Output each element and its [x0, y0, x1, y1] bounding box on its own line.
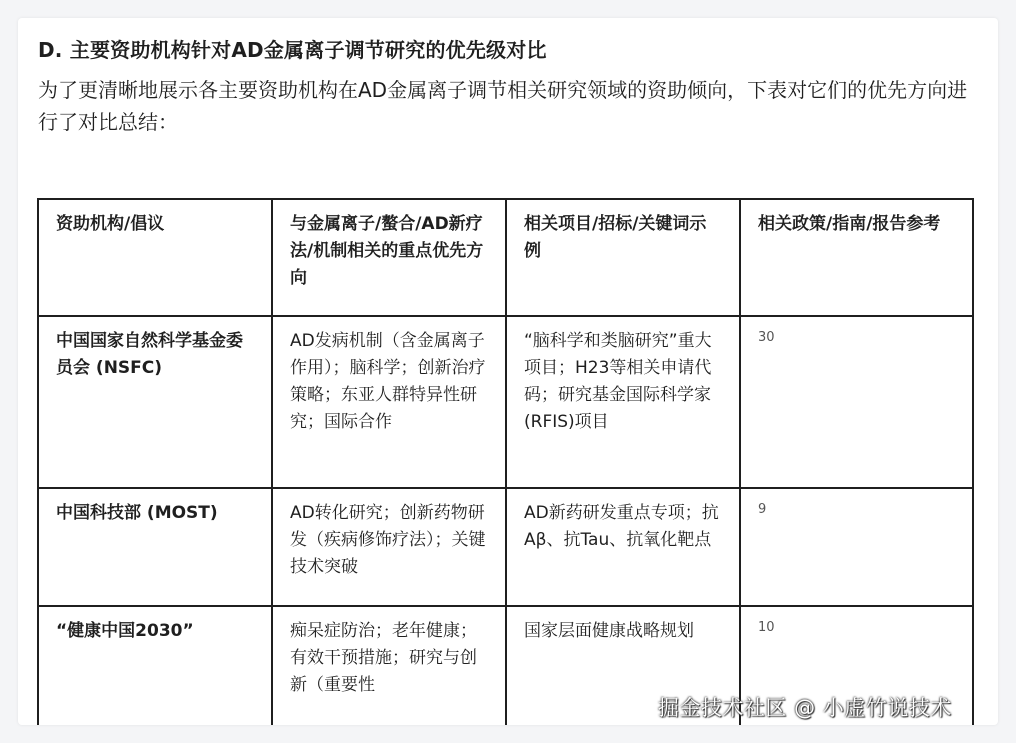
- table-row: [38, 316, 973, 488]
- comparison-table: [37, 198, 974, 725]
- intro-paragraph: 为了更清晰地展示各主要资助机构在AD金属离子调节相关研究领域的资助倾向，下表对它们的优先方向进行了对比总结：: [38, 78, 968, 134]
- header-cell-org: 资助机构/倡议: [38, 199, 272, 316]
- table-row: [38, 488, 973, 606]
- cell-ref[interactable]: 9: [740, 488, 973, 606]
- cell-examples: 国家层面健康战略规划: [506, 606, 740, 725]
- cell-examples: “脑科学和类脑研究”重大项目；H23等相关申请代码；研究基金国际科学家(RFIS)项目: [506, 316, 740, 488]
- table-header-row: [38, 199, 973, 316]
- header-cell-examples: 相关项目/招标/关键词示例: [506, 199, 740, 316]
- cell-priority: 痴呆症防治；老年健康；有效干预措施；研究与创新（重要性: [272, 606, 506, 725]
- cell-ref[interactable]: 10: [740, 606, 973, 725]
- section-heading: D. 主要资助机构针对AD金属离子调节研究的优先级对比: [38, 38, 547, 62]
- content-card: [18, 18, 998, 725]
- watermark: 掘金技术社区 @ 小虚竹说技术: [658, 696, 952, 720]
- cell-priority: AD发病机制（含金属离子作用）；脑科学；创新治疗策略；东亚人群特异性研究；国际合作: [272, 316, 506, 488]
- cell-org: 中国国家自然科学基金委员会 (NSFC): [38, 316, 272, 488]
- cell-org: 中国科技部 (MOST): [38, 488, 272, 606]
- cell-ref[interactable]: 30: [740, 316, 973, 488]
- header-cell-ref: 相关政策/指南/报告参考: [740, 199, 973, 316]
- cell-org: “健康中国2030”: [38, 606, 272, 725]
- header-cell-priority: 与金属离子/螯合/AD新疗法/机制相关的重点优先方向: [272, 199, 506, 316]
- cell-priority: AD转化研究；创新药物研发（疾病修饰疗法）；关键技术突破: [272, 488, 506, 606]
- cell-examples: AD新药研发重点专项；抗Aβ、抗Tau、抗氧化靶点: [506, 488, 740, 606]
